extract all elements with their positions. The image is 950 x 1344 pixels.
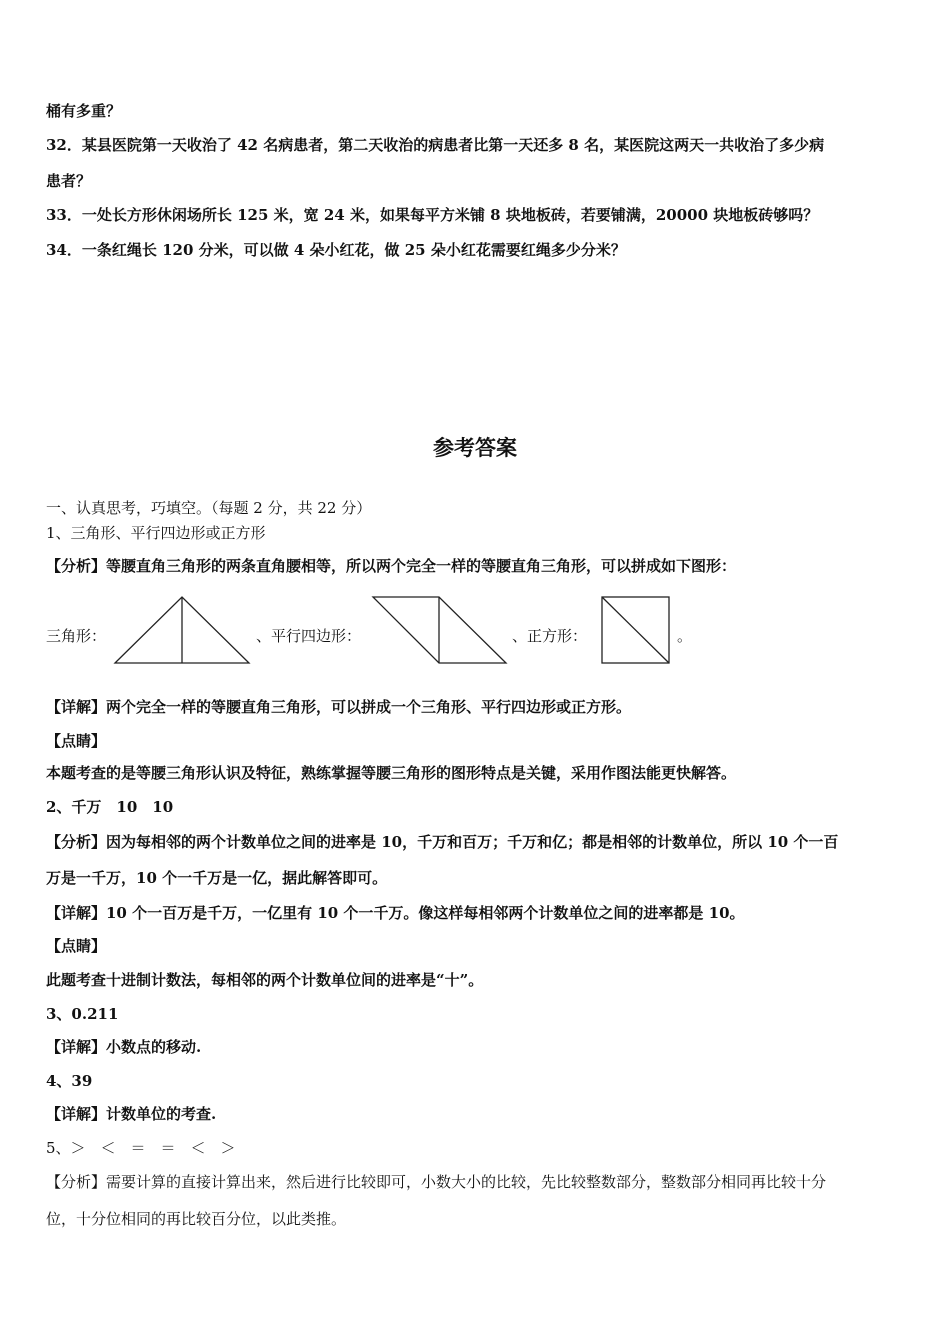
a1-detail: 【详解】两个完全一样的等腰直角三角形，可以拼成一个三角形、平行四边形或正方形。 xyxy=(46,698,632,716)
q32-text-line2: 患者？ xyxy=(46,172,92,190)
a2-remark-label: 【点睛】 xyxy=(46,937,107,955)
a3-answer: 3、0.211 xyxy=(46,1005,119,1023)
a1-analysis: 【分析】等腰直角三角形的两条直角腰相等，所以两个完全一样的等腰直角三角形，可以拼成如下图形： xyxy=(46,557,737,575)
a5-answer: 5、＞ ＜ ＝ ＝ ＜ ＞ xyxy=(46,1139,236,1157)
square-label: 、正方形： xyxy=(512,627,588,645)
square-diagonal xyxy=(602,597,669,663)
a5-analysis-line2: 位，十分位相同的再比较百分位，以此类推。 xyxy=(46,1210,347,1228)
parallelogram-figure xyxy=(370,595,510,665)
square-figure xyxy=(599,595,673,665)
parallelogram-label: 、平行四边形： xyxy=(256,627,362,645)
a2-detail: 【详解】10 个一百万是千万，一亿里有 10 个一千万。像这样每相邻两个计数单位之间的进率都是 10。 xyxy=(46,904,745,922)
a2-remark: 此题考查十进制计数法，每相邻的两个计数单位间的进率是“十”。 xyxy=(46,971,484,989)
a3-detail: 【详解】小数点的移动. xyxy=(46,1038,202,1056)
a1-remark-label: 【点睛】 xyxy=(46,732,107,750)
a1-answer: 1、三角形、平行四边形或正方形 xyxy=(46,524,266,542)
triangle-figure xyxy=(112,595,252,665)
answers-title: 参考答案 xyxy=(433,436,517,460)
triangle-label: 三角形： xyxy=(46,627,107,645)
q31-tail-text: 桶有多重？ xyxy=(46,102,122,120)
section1-header: 一、认真思考，巧填空。（每题 2 分，共 22 分） xyxy=(46,499,372,517)
a1-remark: 本题考查的是等腰三角形认识及特征，熟练掌握等腰三角形的图形特点是关键，采用作图法能更快解答。 xyxy=(46,764,737,782)
q33-text: 33．一处长方形休闲场所长 125 米，宽 24 米，如果每平方米铺 8 块地板砖，若要铺满，20000 块地板砖够吗？ xyxy=(46,206,819,224)
a2-analysis-line1: 【分析】因为每相邻的两个计数单位之间的进率是 10，千万和百万；千万和亿；都是相邻的计数单位，所以 10 个一百 xyxy=(46,833,839,851)
a4-answer: 4、39 xyxy=(46,1072,93,1090)
figure-end-mark: 。 xyxy=(677,627,693,645)
a2-analysis-line2: 万是一千万，10 个一千万是一亿，据此解答即可。 xyxy=(46,869,388,887)
a5-analysis-line1: 【分析】需要计算的直接计算出来，然后进行比较即可，小数大小的比较，先比较整数部分，整数部分相同再比较十分 xyxy=(46,1173,827,1191)
q34-text: 34．一条红绳长 120 分米，可以做 4 朵小红花，做 25 朵小红花需要红绳多少分米？ xyxy=(46,241,626,259)
a4-detail: 【详解】计数单位的考查. xyxy=(46,1105,217,1123)
q32-text-line1: 32．某县医院第一天收治了 42 名病患者，第二天收治的病患者比第一天还多 8 名，某医院这两天一共收治了多少病 xyxy=(46,136,825,154)
a2-answer: 2、千万 10 10 xyxy=(46,798,174,816)
